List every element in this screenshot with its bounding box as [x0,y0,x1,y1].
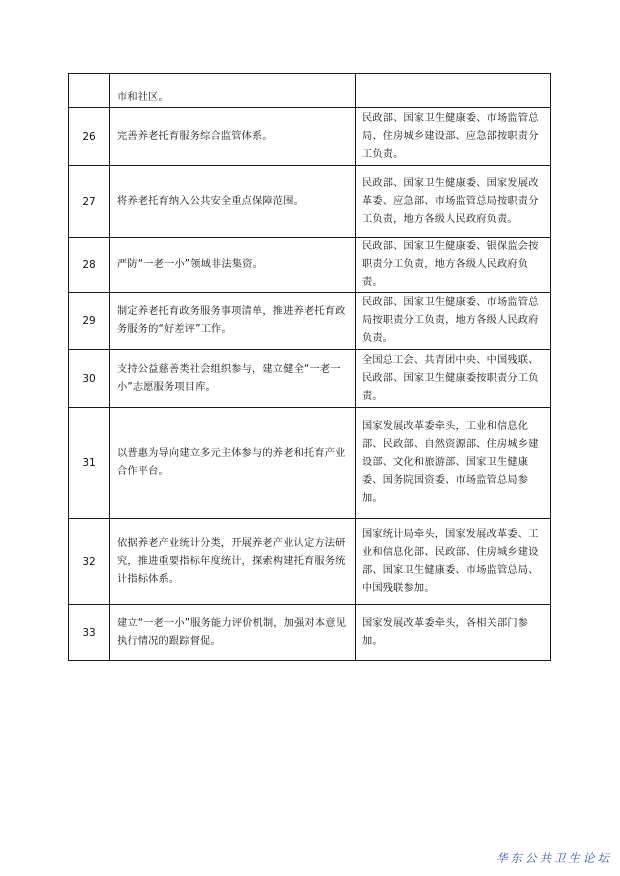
task-cell [110,605,356,661]
department-text: 全国总工会、共青团中央、中国残联、民政部、国家卫生健康委按职责分工负责。 [362,354,539,402]
task-text: 将养老托育纳入公共安全重点保障范围。 [117,195,304,207]
department-text: 国家发展改革委牵头，工业和信息化部、民政部、自然资源部、住房城乡建设部、文化和旅游部、国家卫生健康委、国务院国资委、市场监管总局参加。 [362,421,539,504]
task-cell [110,293,356,350]
task-cell [110,74,356,108]
table-row [69,238,551,293]
task-text: 严防“一老一小”领域非法集资。 [117,259,263,270]
task-cell [110,108,356,166]
department-text: 国家统计局牵头，国家发展改革委、工业和信息化部、民政部、住房城乡建设部、国家卫生健康委、市场监管总局、中国残联参加。 [362,528,539,594]
department-text: 民政部、国家卫生健康委、银保监会按职责分工负责，地方各级人民政府负责。 [362,241,539,288]
department-text: 民政部、国家卫生健康委、市场监管总局、住房城乡建设部、应急部按职责分工负责。 [362,112,539,160]
watermark: 华东公共卫生论坛 [496,851,612,865]
department-cell [356,293,551,350]
number-cell [69,74,110,108]
task-cell [110,238,356,293]
table-row [69,408,551,519]
row-number: 28 [69,238,110,293]
department-cell [356,238,551,293]
row-number: 30 [69,350,110,408]
department-cell [356,108,551,166]
table-row-continuation [69,74,551,108]
table-row [69,605,551,661]
task-table [68,73,551,661]
row-number: 29 [69,293,110,350]
table-row [69,350,551,408]
table-row [69,519,551,605]
department-text: 国家发展改革委牵头，各相关部门参加。 [362,617,529,647]
row-number: 27 [69,166,110,238]
department-cell [356,519,551,605]
task-text: 完善养老托育服务综合监管体系。 [117,130,273,142]
task-text: 建立“一老一小”服务能力评价机制，加强对本意见执行情况的跟踪督促。 [117,617,347,647]
row-number: 32 [69,519,110,605]
department-cell [356,350,551,408]
row-number: 26 [69,108,110,166]
task-cell [110,519,356,605]
department-cell [356,74,551,108]
task-text: 依据养老产业统计分类，开展养老产业认定方法研究，推进重要指标年度统计，探索构建托育服务统计指标体系。 [117,537,346,585]
department-cell [356,605,551,661]
continuation-text: 市和社区。 [117,91,169,103]
row-number: 31 [69,408,110,519]
department-text: 民政部、国家卫生健康委、国家发展改革委、应急部、市场监管总局按职责分工负责，地方各级人民政府负责。 [362,177,539,225]
table-row [69,108,551,166]
task-text: 支持公益慈善类社会组织参与，建立健全“一老一小”志愿服务项目库。 [117,363,341,393]
task-cell [110,350,356,408]
task-text: 以普惠为导向建立多元主体参与的养老和托育产业合作平台。 [117,448,346,477]
task-cell [110,166,356,238]
table-row [69,293,551,350]
row-number: 33 [69,605,110,661]
department-cell [356,166,551,238]
department-text: 民政部、国家卫生健康委、市场监管总局按职责分工负责，地方各级人民政府负责。 [362,297,539,344]
department-cell [356,408,551,519]
task-text: 制定养老托育政务服务事项清单，推进养老托育政务服务的“好差评”工作。 [117,306,346,335]
task-cell [110,408,356,519]
table-row [69,166,551,238]
